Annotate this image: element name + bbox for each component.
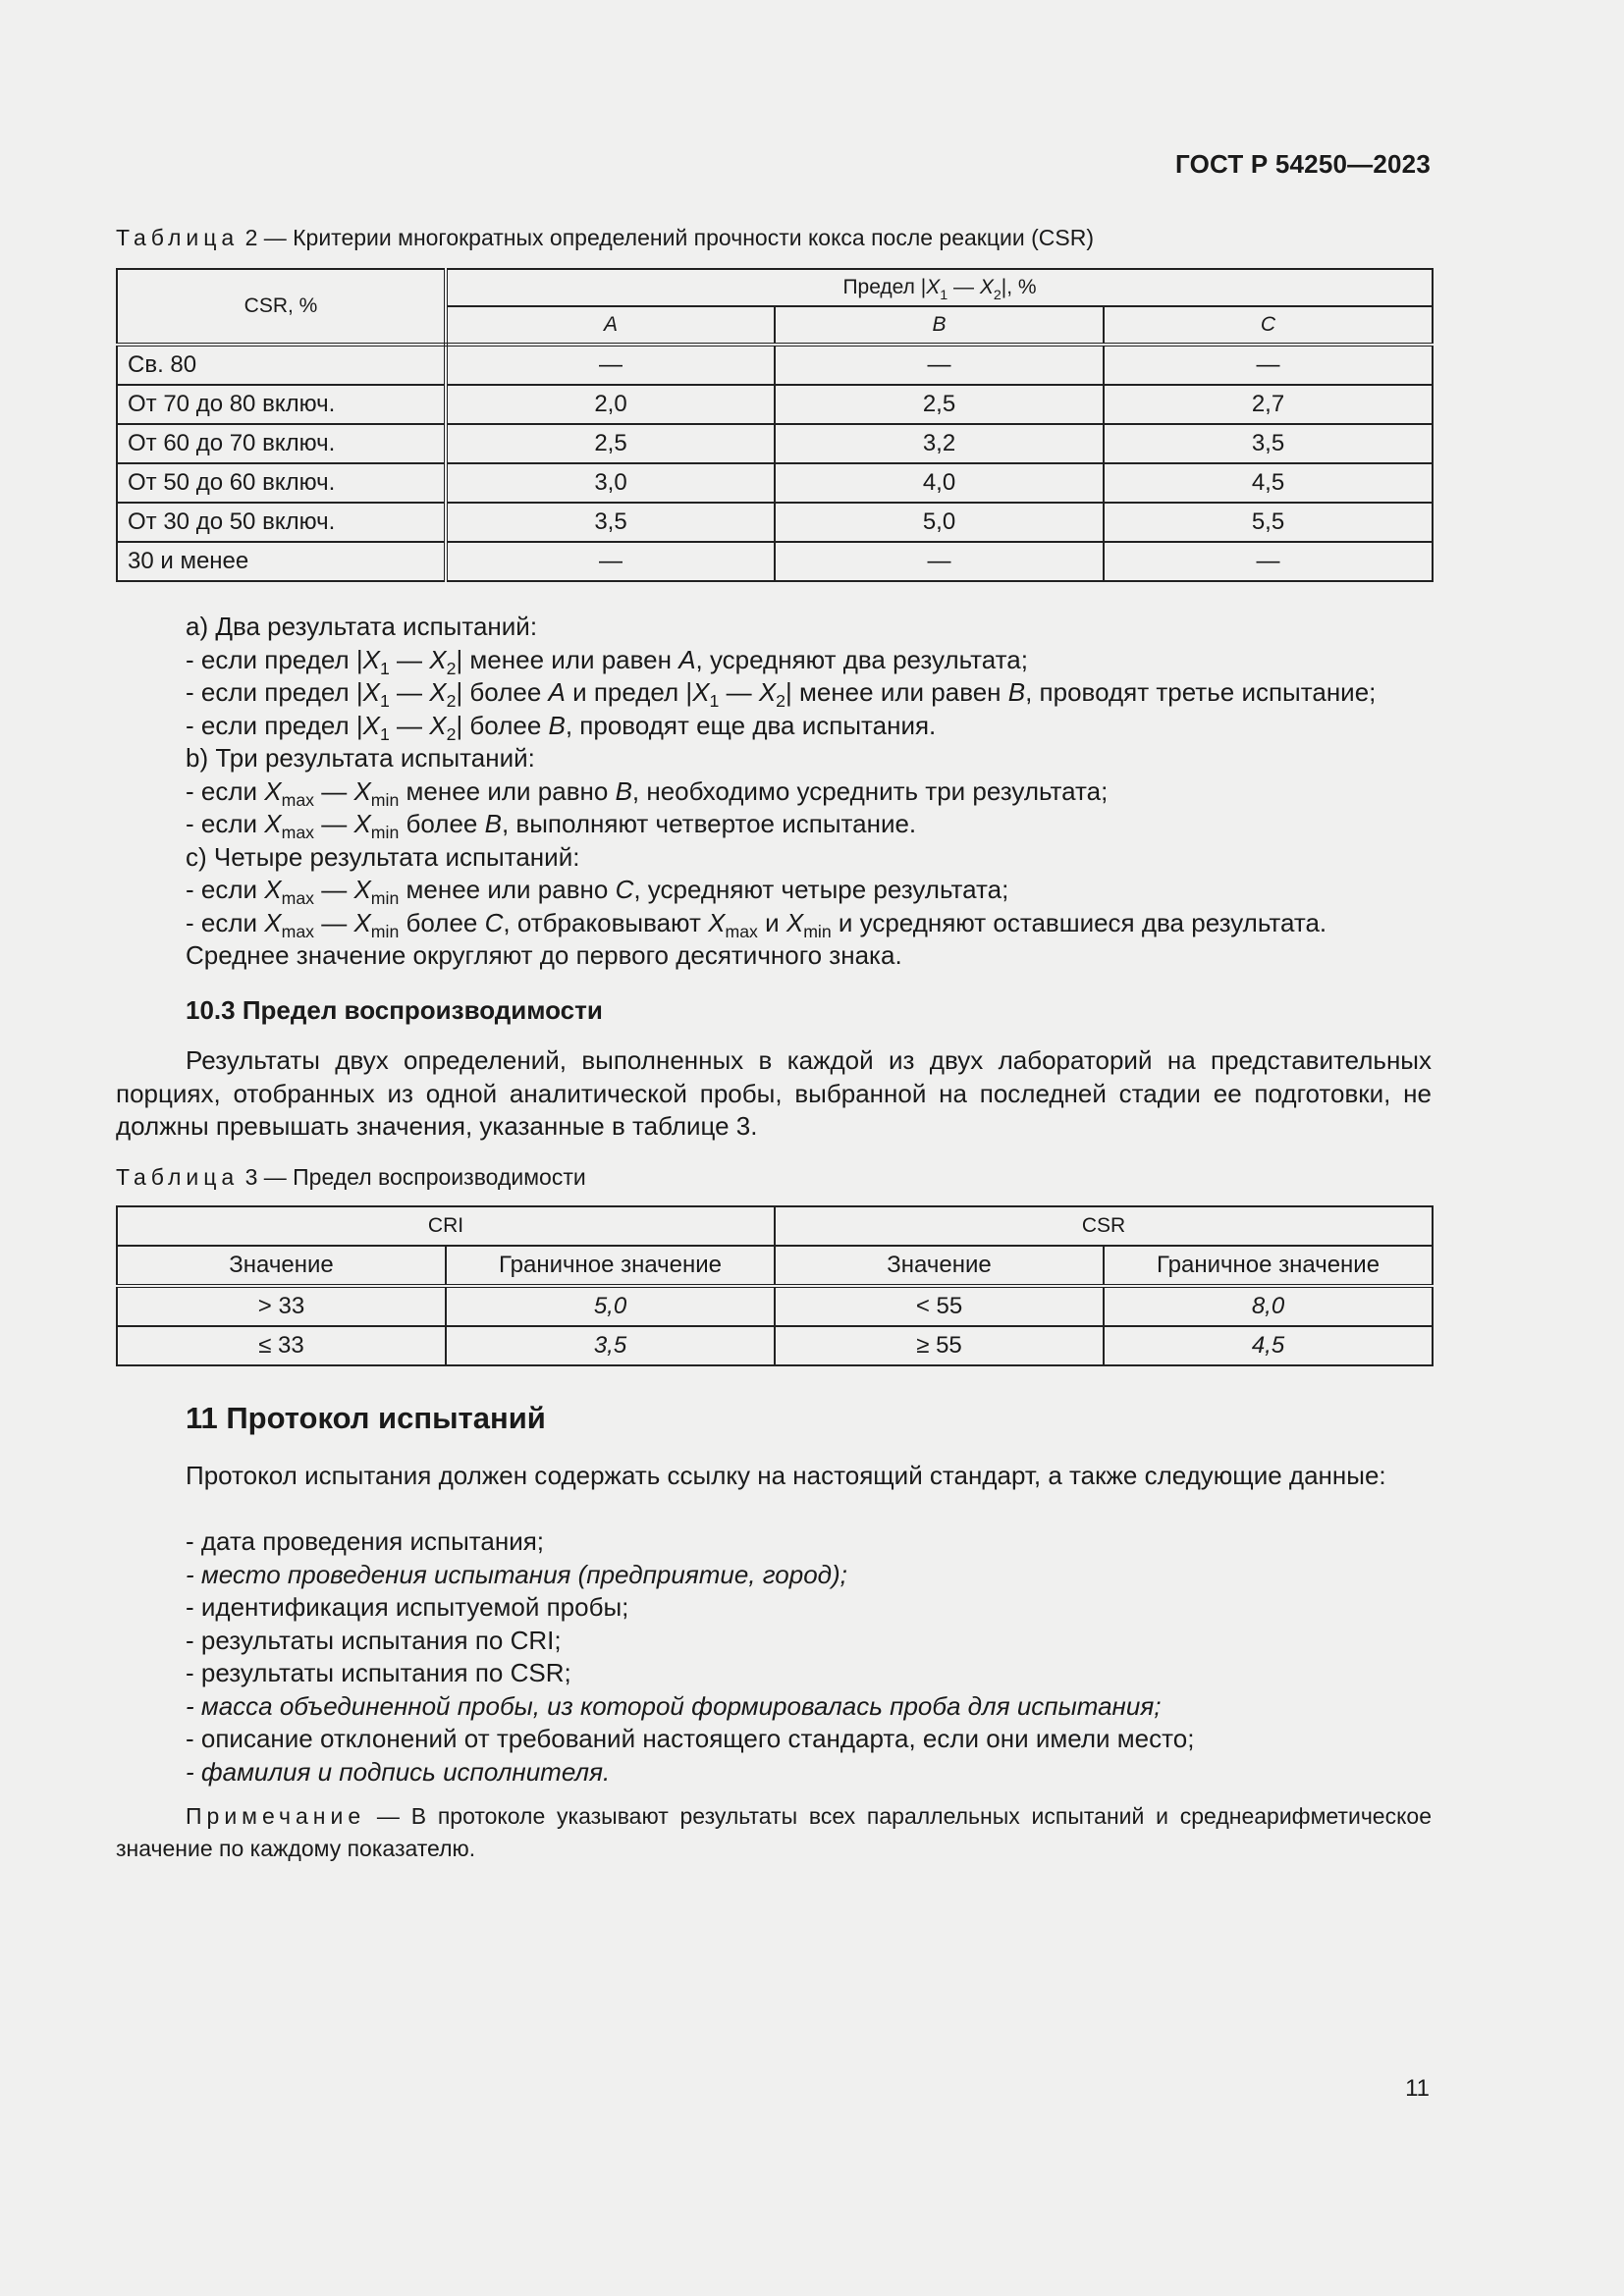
table3-subcol-csr-value: Значение [775,1246,1104,1286]
table3-cell: 8,0 [1104,1286,1433,1326]
rounding-rule: Среднее значение округляют до первого десятичного знака. [186,940,902,970]
table2-cell: 4,0 [775,463,1104,503]
table3-subcol-csr-limit: Граничное значение [1104,1246,1433,1286]
table2-row-label: От 70 до 80 включ. [117,385,446,424]
document-code: ГОСТ Р 54250—2023 [1175,149,1431,179]
table3-subcol-cri-limit: Граничное значение [446,1246,775,1286]
table2-caption [116,225,1094,251]
table2-cell: 4,5 [1104,463,1433,503]
table3-caption-word: Таблица [116,1164,240,1190]
rule-a-title: а) Два результата испытаний: [186,612,538,641]
table2-col-header-csr: CSR, % [117,269,446,345]
rule-c-title: c) Четыре результата испытаний: [186,841,580,872]
section-11-heading-text: 11 Протокол испытаний [186,1401,546,1435]
table3-row [117,1286,1433,1326]
table3-cell: ≤ 33 [117,1326,446,1365]
table2-group-header [446,269,1433,306]
table2-caption-text: 2 — Критерии многократных определений прочности кокса после реакции (CSR) [239,225,1094,250]
note [116,1800,1432,1865]
rule-a-3: - если предел $|X_1$ — $X_2|$ более B, проводят еще два испытания. [186,710,937,744]
table2-group-x2: X [979,276,994,298]
table2-row [117,463,1433,503]
table2-cell: — [1104,345,1433,385]
table3-cell: > 33 [117,1286,446,1326]
table3-cell: 4,5 [1104,1326,1433,1365]
table2-group-x1: X [926,276,941,298]
protocol-list-item: - масса объединенной пробы, из которой формировалась проба для испытания; [186,1690,1162,1721]
table3-row [117,1326,1433,1365]
table3-cell: < 55 [775,1286,1104,1326]
table3-subcol-cri-value: Значение [117,1246,446,1286]
table2-row [117,424,1433,463]
table2-cell: 3,5 [446,503,775,542]
table2-group-mid: — [947,276,980,298]
table2-cell: 2,5 [446,424,775,463]
protocol-list-item: - дата проведения испытания; [186,1526,545,1556]
table3-group-cri: CRI [117,1206,775,1246]
table2-row-label: От 30 до 50 включ. [117,503,446,542]
protocol-list-item: - описание отклонений от требований настоящего стандарта, если они имели место; [186,1724,1195,1753]
rule-c-2: - если $X_{max}$ — $X_{min}$ более C, отбраковывают $X_{max}$ и $X_{min}$ и усредняют оставшиеся два результата. [186,907,1327,941]
rule-b-2: - если $X_{max}$ — $X_{min}$ более B, выполняют четвертое испытание. [186,809,917,842]
table2-subcol-a: A [446,306,775,345]
protocol-list-item: - идентификация испытуемой пробы; [186,1592,629,1622]
table2-cell: 2,0 [446,385,775,424]
table2-cell: — [446,542,775,581]
table2-cell: 5,5 [1104,503,1433,542]
repeatability-rules [116,611,1432,973]
protocol-list-item: - результаты испытания по CSR; [186,1658,571,1687]
protocol-list-item: - фамилия и подпись исполнителя. [186,1756,611,1787]
table2-group-sub1: 1 [940,288,948,303]
table2-cell: — [1104,542,1433,581]
protocol-list-item: - место проведения испытания (предприятие, город); [186,1559,847,1589]
page-number: 11 [1405,2075,1430,2102]
table3-caption-text: 3 — Предел воспроизводимости [239,1164,586,1190]
note-text: — В протоколе указывают результаты всех параллельных испытаний и среднеарифметическое значение по каждому показателю. [116,1803,1432,1861]
table2-cell: 2,5 [775,385,1104,424]
rule-a-2: - если предел $|X_1$ — $X_2|$ более A и предел $|X_1$ — $X_2|$ менее или равен B, проводят третье испытание; [186,677,1377,711]
table2-cell: — [775,542,1104,581]
table3-group-csr: CSR [775,1206,1433,1246]
table2-cell: — [446,345,775,385]
section-10-3-paragraph: Результаты двух определений, выполненных в каждой из двух лабораторий на представительных порциях, отобранных из одной аналитической пробы, выбранной на последней стадии ее подготовки, не должны превышать значения, указанные в таблице 3. [116,1045,1432,1141]
table2-row-label: От 50 до 60 включ. [117,463,446,503]
table2-cell: 3,5 [1104,424,1433,463]
rule-c-1: - если $X_{max}$ — $X_{min}$ менее или равно C, усредняют четыре результата; [186,875,1009,908]
table2-subcol-c: C [1104,306,1433,345]
table3-cell: 3,5 [446,1326,775,1365]
table2-row-label: 30 и менее [117,542,446,581]
table2-row [117,542,1433,581]
table2-group-prefix: Предел | [842,276,927,298]
table2 [116,268,1434,582]
section-11-list [116,1525,1432,1789]
section-10-3-heading-text: 10.3 Предел воспроизводимости [186,995,603,1025]
section-11-heading [116,1402,1432,1435]
table2-cell: 3,0 [446,463,775,503]
table2-group-sub2: 2 [993,288,1001,303]
table2-group-suffix: |, % [1001,276,1037,298]
table2-cell: 3,2 [775,424,1104,463]
table2-body [117,345,1433,581]
table2-cell: — [775,345,1104,385]
rule-b-title: b) Три результата испытаний: [186,743,535,773]
table2-row [117,385,1433,424]
section-10-3-heading [116,994,1432,1028]
table2-row-label: Св. 80 [117,345,446,385]
rule-a-1: - если предел $|X_1$ — $X_2|$ менее или равен A, усредняют два результата; [186,644,1028,678]
table3-cell: 5,0 [446,1286,775,1326]
rule-b-1: - если $X_{max}$ — $X_{min}$ менее или равно B, необходимо усреднить три результата; [186,775,1109,810]
table2-row-label: От 60 до 70 включ. [117,424,446,463]
table2-cell: 5,0 [775,503,1104,542]
table3 [116,1205,1434,1366]
table3-body [117,1286,1433,1365]
table3-cell: ≥ 55 [775,1326,1104,1365]
table2-subcol-b: B [775,306,1104,345]
protocol-list-item: - результаты испытания по CRI; [186,1625,562,1655]
table3-caption [116,1164,586,1191]
table2-row [117,345,1433,385]
section-11-intro: Протокол испытания должен содержать ссылку на настоящий стандарт, а также следующие данные: [186,1461,1386,1490]
table2-caption-word: Таблица [116,225,240,250]
table2-cell: 2,7 [1104,385,1433,424]
table2-row [117,503,1433,542]
note-word: Примечание [186,1803,366,1829]
